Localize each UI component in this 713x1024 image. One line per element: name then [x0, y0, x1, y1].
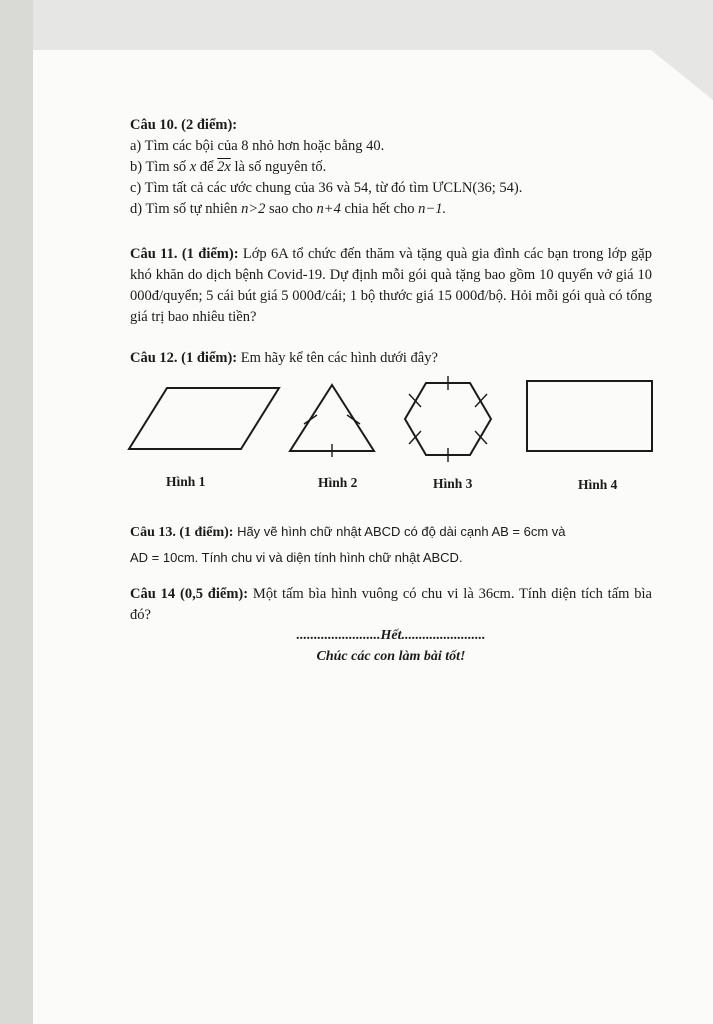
end-marker: [130, 628, 652, 644]
question-10-a: a) Tìm các bội của 8 nhỏ hơn hoặc bằng 40.: [130, 138, 385, 154]
question-13-title: Câu 13. (1 điểm):: [130, 525, 234, 540]
question-13-line2: AD = 10cm. Tính chu vi và diện tính hình chữ nhật ABCD.: [130, 550, 463, 565]
q10-d-expr3: n−1.: [418, 201, 447, 217]
q10-b-pre: b) Tìm số: [130, 159, 187, 175]
question-12-text: Em hãy kể tên các hình dưới đây?: [240, 350, 438, 366]
wish-text: Chúc các con làm bài tốt!: [316, 649, 466, 664]
figure-label-2: Hình 2: [318, 475, 358, 490]
question-14-text: Một tấm bìa hình vuông có chu vi là 36cm. Tính diện tích tấm bìa đó?: [130, 586, 652, 623]
question-13: [130, 519, 566, 570]
question-11-text: Lớp 6A tổ chức đến thăm và tặng quà gia đình các bạn trong lớp gặp khó khăn do dịch bệnh Covid-19. Dự định mỗi gói quà tặng bao gồm 10 quyển vở giá 10 000đ/quyển; 5 cái bút giá 5 000đ/cái; 1 bộ thước giá 15 000đ/bộ. Hỏi mỗi gói quà có tổng giá trị bao nhiêu tiền?: [130, 246, 652, 325]
question-13-line1: [130, 519, 566, 545]
figure-label-4: Hình 4: [578, 477, 618, 492]
q10-d-expr1: n>2: [241, 201, 266, 217]
figure-label-1: Hình 1: [166, 474, 206, 489]
question-14-title: Câu 14 (0,5 điểm):: [130, 586, 249, 602]
rectangle-shape: [527, 381, 652, 451]
question-10-title: Câu 10. (2 điểm):: [130, 117, 238, 133]
q10-b-mid: để: [199, 159, 214, 175]
end-text: ........................Hết........................: [296, 628, 486, 643]
parallelogram-shape: [129, 388, 279, 449]
q10-b-var: x: [189, 159, 197, 175]
figure-label-3: Hình 3: [433, 476, 473, 491]
q10-d-mid: sao cho: [269, 201, 313, 217]
triangle-shape: [290, 385, 374, 457]
question-10-c: c) Tìm tất cả các ước chung của 36 và 54, từ đó tìm ƯCLN(36; 54).: [130, 180, 523, 196]
q10-d-expr2: n+4: [316, 201, 341, 217]
question-12-title: Câu 12. (1 điểm):: [130, 350, 238, 366]
question-13-text1: Hãy vẽ hình chữ nhật ABCD có độ dài cạnh AB = 6cm và: [237, 524, 566, 539]
q10-d-mid2: chia hết cho: [344, 201, 415, 217]
hexagon-shape: [405, 376, 491, 462]
question-14: [130, 584, 652, 626]
q10-b-overline: 2x: [217, 159, 231, 175]
q10-d-pre: d) Tìm số tự nhiên: [130, 201, 238, 217]
question-11-title: Câu 11. (1 điểm):: [130, 246, 239, 262]
q10-b-post: là số nguyên tố.: [234, 159, 327, 175]
closing-wish: [130, 649, 652, 665]
